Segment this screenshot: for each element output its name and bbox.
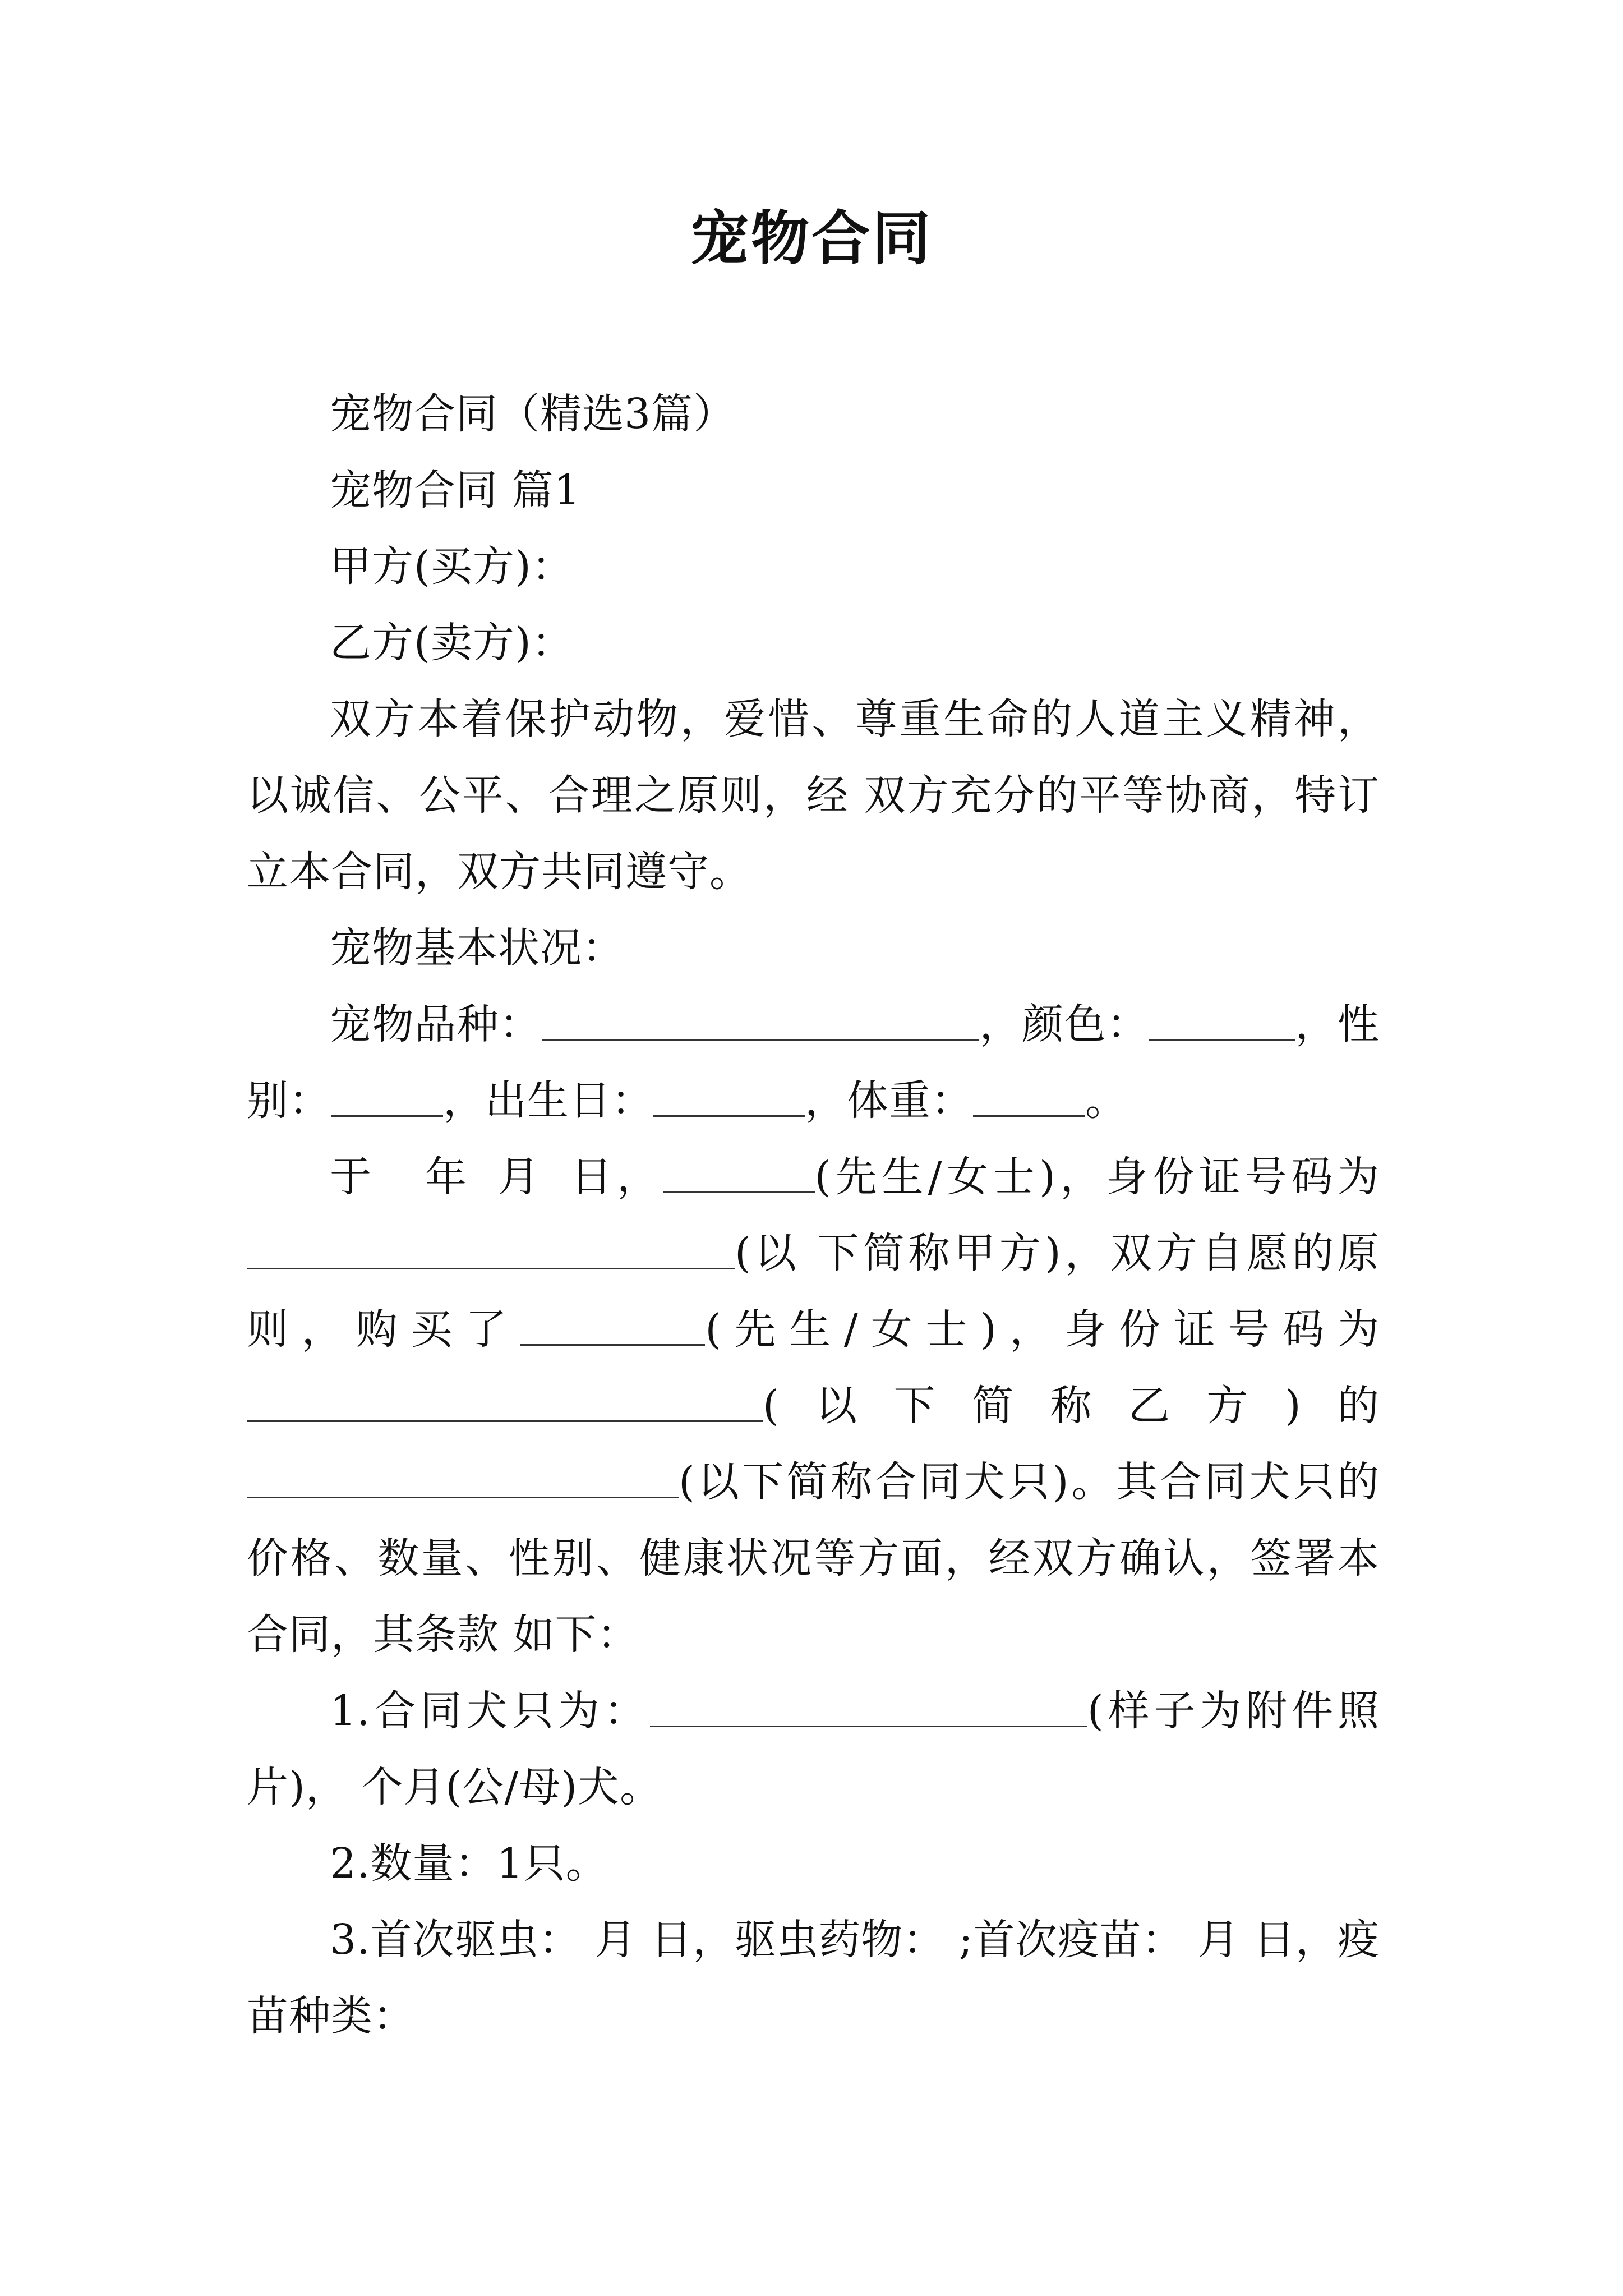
subtitle-line: 宠物合同（精选3篇） xyxy=(330,390,736,438)
item-2: 2.数量：1只。 xyxy=(330,1839,608,1888)
weight-blank xyxy=(973,1078,1085,1117)
party-b-line: 乙方(卖方)： xyxy=(330,619,574,667)
seller-id-blank xyxy=(247,1383,763,1422)
dog-type-blank xyxy=(650,1688,1087,1727)
intro-paragraph: 双方本着保护动物，爱惜、尊重生命的人道主义精神，以诚信、公平、合理之原则，经 双方充分的平等协商，特订立本合同，双方共同遵守。 xyxy=(247,695,1380,896)
buyer-alias: (以 下简称甲方)，双方自愿的原 xyxy=(735,1229,1380,1277)
pet-details-paragraph xyxy=(247,986,1380,1139)
buyer-title: (先生/女士)，身份证号码为 xyxy=(814,1153,1380,1201)
date-yue: 月 xyxy=(494,1153,545,1201)
buyer-name-blank xyxy=(663,1154,815,1193)
color-blank xyxy=(1149,1001,1295,1041)
birth-label: ，出生日： xyxy=(443,1076,653,1125)
section-heading: 宠物合同 篇1 xyxy=(330,466,581,514)
weight-label: ，体重： xyxy=(805,1076,973,1125)
seller-alias: (以下简称乙方)的 xyxy=(763,1382,1380,1430)
party-a-line: 甲方(买方)： xyxy=(330,542,574,591)
item-1-label: 1.合同犬只为： xyxy=(330,1687,650,1735)
date-ri: 日， xyxy=(566,1153,663,1201)
color-label: ，颜色： xyxy=(979,1000,1149,1048)
date-nian: 年 xyxy=(421,1153,472,1201)
item-3: 3.首次驱虫： 月 日，驱虫药物： ;首次疫苗： 月 日，疫苗种类： xyxy=(247,1916,1380,2040)
seller-title: (先生/女士)，身份证号码为 xyxy=(705,1305,1380,1354)
dog-alias: (以下简称合同犬只)。其合同犬只的价格、数量、性别、健康状况等方面，经双方确认，签署本合同，其条款 如下： xyxy=(247,1458,1380,1659)
item-1-rest: (样子为附件照片)， 个月(公/母)犬。 xyxy=(247,1687,1380,1811)
sex-blank xyxy=(331,1078,443,1117)
document-title: 宠物合同 xyxy=(690,204,933,273)
seller-name-blank xyxy=(520,1306,705,1346)
breed-blank xyxy=(542,1001,979,1041)
breed-label: 宠物品种： xyxy=(330,1000,542,1048)
pet-status-heading: 宠物基本状况： xyxy=(330,924,624,972)
item-1 xyxy=(247,1673,1380,1825)
birth-blank xyxy=(653,1078,805,1117)
buyer-id-blank xyxy=(247,1230,735,1269)
dog-blank xyxy=(247,1459,679,1498)
buy-text: 则，购买了 xyxy=(247,1305,520,1354)
purchase-paragraph xyxy=(247,1139,1380,1673)
date-yu: 于 xyxy=(330,1153,376,1201)
weight-end: 。 xyxy=(1085,1076,1127,1125)
document-body xyxy=(247,376,1380,2054)
sex-label: ，性别： xyxy=(247,1000,1380,1125)
